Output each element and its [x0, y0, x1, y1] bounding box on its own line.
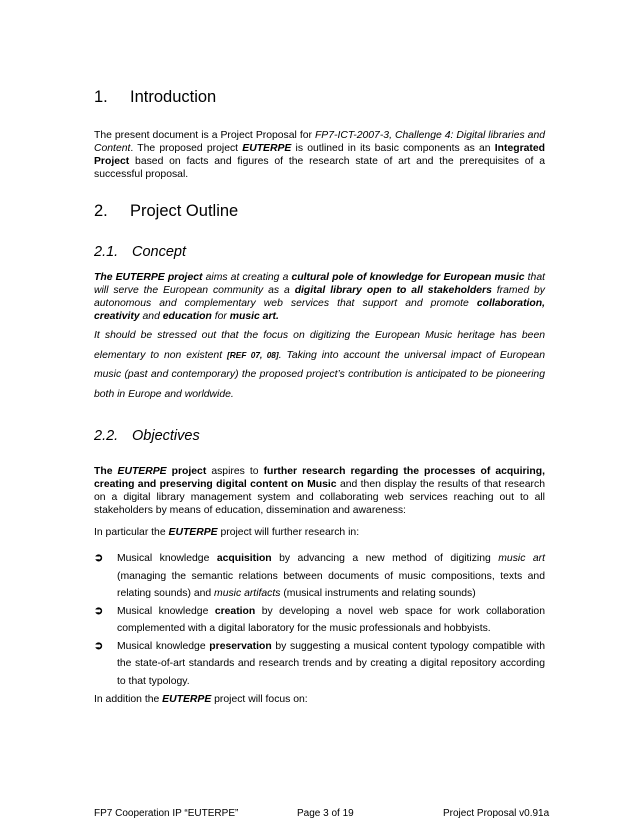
footer-left: FP7 Cooperation IP “EUTERPE”	[94, 808, 239, 819]
text-run: project will focus on:	[211, 694, 308, 705]
text-run: cultural pole of knowledge for European music	[291, 272, 525, 283]
text-run: music art.	[229, 311, 279, 322]
heading-objectives	[94, 427, 200, 445]
text-run: aims at creating a	[202, 272, 292, 283]
text-run: further research regarding the processes of acquiring, creating and preserving digital content on Music	[94, 466, 545, 490]
concept-paragraph-2	[94, 326, 545, 404]
text-run: framed by autonomous and complementary web services that support and promote	[94, 285, 546, 309]
text-run: by developing a novel web space for work collaboration complemented with a digital laboratory for the music professionals and hobbyists.	[117, 605, 545, 634]
text-run: . Taking into account the universal impact of European music (past and contemporary) the proposed project’s contribution is anticipated to be pioneering both in Europe and worldwide.	[94, 349, 545, 400]
text-run: The present document is a Project Proposal for	[94, 130, 315, 141]
text-run: aspires to	[206, 466, 264, 477]
arrow-bullet-icon: ➲	[94, 639, 104, 652]
text-run: music art	[498, 553, 545, 564]
objectives-paragraph-1	[94, 465, 545, 517]
text-run: acquisition	[216, 553, 272, 564]
list-item	[94, 638, 545, 691]
text-run: education	[162, 311, 212, 322]
text-run: Musical knowledge	[117, 553, 217, 564]
text-run: FP7-ICT-2007-3, Challenge 4: Digital libraries and Content	[94, 130, 545, 154]
objectives-paragraph-3	[94, 693, 545, 706]
project-name: EUTERPE	[168, 527, 218, 538]
text-run: In addition the	[94, 694, 163, 705]
text-run: The	[94, 466, 118, 477]
intro-paragraph	[94, 129, 545, 181]
heading-introduction	[94, 87, 216, 107]
list-item	[94, 550, 545, 603]
heading-concept	[94, 243, 186, 261]
concept-paragraph-1	[94, 271, 545, 323]
section-title: Concept	[132, 244, 187, 260]
text-run: is outlined in its basic components as an	[291, 143, 495, 154]
text-run: preservation	[209, 640, 272, 652]
text-run: digital library open to all stakeholders	[294, 285, 492, 296]
text-run: and then display the results of that research on a digital library management system and collaborating web services reaching out to all stakeholders by means of education, dissemination and awareness:	[94, 479, 545, 516]
section-title: Introduction	[130, 88, 217, 106]
arrow-bullet-icon: ➲	[94, 552, 104, 564]
text-run: Integrated Project	[94, 143, 545, 167]
text-run: (managing the semantic relations between documents of music compositions, texts and relating sounds) and	[117, 570, 545, 599]
text-run: by advancing a new method of digitizing	[271, 553, 499, 564]
list-item	[94, 603, 545, 638]
text-run: In particular the	[94, 527, 169, 538]
text-run: by suggesting a musical content typology compatible with the state-of-art standards and research trends and by creating a digital repository according to that typology.	[117, 640, 545, 687]
text-run: that will serve the European community as a	[94, 272, 545, 296]
project-name: EUTERPE	[117, 466, 167, 477]
text-run: and	[139, 311, 163, 322]
text-run: Musical knowledge	[117, 640, 210, 652]
reference: [REF 07, 08]	[227, 349, 279, 360]
section-number: 2.	[94, 202, 108, 220]
section-number: 2.2.	[94, 428, 119, 444]
text-run: Musical knowledge	[117, 605, 215, 617]
text-run: music artifacts	[214, 588, 281, 599]
text-run: for	[211, 311, 230, 322]
text-run: project	[166, 466, 207, 477]
text-run: based on facts and figures of the research state of art and the prerequisites of a successful proposal.	[94, 156, 545, 180]
text-run: It should be stressed out that the focus on digitizing the European Music heritage has been elementary to non existent	[94, 330, 545, 361]
text-run: The EUTERPE project	[94, 272, 203, 283]
text-run: (musical instruments and relating sounds)	[280, 588, 476, 599]
arrow-bullet-icon: ➲	[94, 604, 104, 617]
text-run: collaboration, creativity	[94, 298, 545, 322]
research-list	[94, 550, 545, 690]
text-run: creation	[214, 605, 256, 617]
heading-project-outline	[94, 201, 238, 221]
section-number: 2.1.	[94, 244, 119, 260]
text-run: . The proposed project	[130, 143, 243, 154]
section-title: Objectives	[132, 428, 200, 444]
objectives-paragraph-2	[94, 526, 545, 539]
section-number: 1.	[94, 88, 108, 106]
footer-right: Project Proposal v0.91a	[443, 808, 550, 819]
section-title: Project Outline	[130, 202, 239, 220]
project-name: EUTERPE	[162, 694, 212, 705]
text-run: project will further research in:	[217, 527, 360, 538]
page-number: Page 3 of 19	[297, 808, 354, 819]
project-name: EUTERPE	[242, 143, 292, 154]
